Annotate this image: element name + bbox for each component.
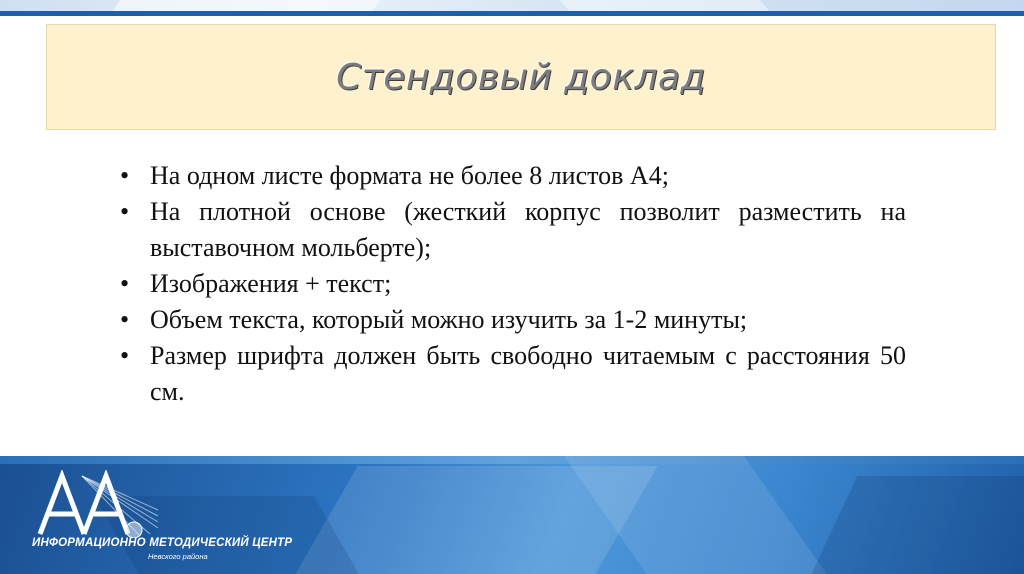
- bullet-marker: •: [120, 305, 130, 334]
- bullet-marker: •: [120, 161, 130, 190]
- list-item-text: Объем текста, который можно изучить за 1-2 минуты;: [150, 305, 748, 334]
- logo-subtitle-text: Невского района: [148, 552, 208, 561]
- bullet-list: [118, 158, 906, 410]
- title-box: [46, 24, 996, 130]
- list-item-text: На плотной основе (жесткий корпус позволит разместить на выставочном мольберте);: [150, 197, 906, 262]
- bullet-marker: •: [120, 341, 130, 370]
- list-item-text: Изображения + текст;: [150, 269, 392, 298]
- logo-aa-icon: [30, 470, 160, 538]
- bullet-list-container: [118, 158, 906, 410]
- list-item: [118, 266, 906, 302]
- list-item-text: Размер шрифта должен быть свободно читаемым с расстояния 50 см.: [150, 341, 906, 406]
- list-item: [118, 338, 906, 410]
- list-item: [118, 158, 906, 194]
- logo-title-text: ИНФОРМАЦИОННО МЕТОДИЧЕСКИЙ ЦЕНТР: [32, 537, 293, 549]
- bullet-marker: •: [120, 269, 130, 298]
- slide-title: Стендовый доклад: [336, 56, 706, 98]
- bullet-marker: •: [120, 197, 130, 226]
- list-item: [118, 194, 906, 266]
- top-decorative-band: [0, 0, 1024, 16]
- list-item: [118, 302, 906, 338]
- list-item-text: На одном листе формата не более 8 листов А4;: [150, 161, 669, 190]
